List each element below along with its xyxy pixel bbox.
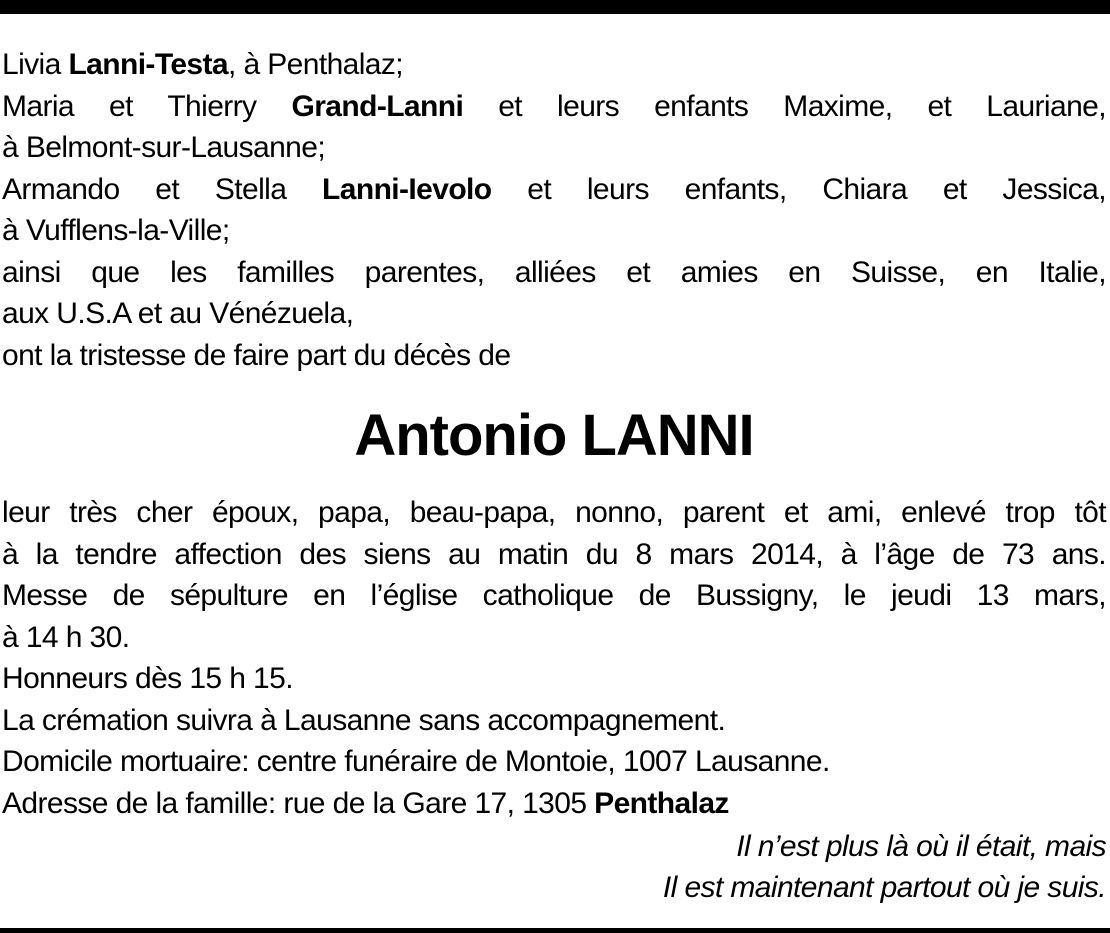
family-name: Lanni-Ievolo <box>322 172 492 206</box>
detail-line: à 14 h 30. <box>2 620 130 654</box>
funeral-details <box>2 492 1106 824</box>
bottom-border-rule <box>0 928 1110 933</box>
family-line <box>2 335 1106 377</box>
family-line-text: à Vufflens-la-Ville; <box>2 214 230 247</box>
deceased-name: Antonio LANNI <box>354 403 754 468</box>
closing-quote <box>663 826 1106 908</box>
family-line <box>2 252 1106 294</box>
family-line-text: ainsi que les familles parentes, alliées et amies en Suisse, en Italie, <box>2 255 1106 289</box>
family-line <box>2 86 1106 128</box>
family-name: Grand-Lanni <box>291 89 464 123</box>
family-line-text: Maria et Thierry <box>2 89 292 123</box>
obituary-notice <box>2 44 1106 824</box>
family-line <box>2 44 1106 86</box>
family-line-text: Livia <box>2 48 69 81</box>
top-border-rule <box>0 0 1110 14</box>
detail-line: à la tendre affection des siens au matin du 8 mars 2014, à l’âge de 73 ans. <box>2 537 1106 571</box>
family-line <box>2 169 1106 211</box>
quote-line: Il n’est plus là où il était, mais <box>736 830 1106 863</box>
detail-line: La crémation suivra à Lausanne sans accompagnement. <box>2 703 726 737</box>
detail-line: Domicile mortuaire: centre funéraire de Montoie, 1007 Lausanne. <box>2 745 830 778</box>
family-line-text: ont la tristesse de faire part du décès de <box>2 338 511 372</box>
family-line-text: aux U.S.A et au Vénézuela, <box>2 297 354 330</box>
address-text: Adresse de la famille: rue de la Gare 17, 1305 <box>2 786 595 820</box>
family-line <box>2 210 1106 252</box>
family-line-text: Armando et Stella <box>2 172 323 206</box>
family-line-text: et leurs enfants Maxime, et Lauriane, <box>463 89 1106 123</box>
family-line-text: et leurs enfants, Chiara et Jessica, <box>491 172 1106 206</box>
family-name: Lanni-Testa <box>68 48 228 81</box>
family-line-text: à Belmont-sur-Lausanne; <box>2 131 326 164</box>
detail-line: Honneurs dès 15 h 15. <box>2 662 293 695</box>
address-town: Penthalaz <box>594 786 729 820</box>
detail-line: Messe de sépulture en l’église catholique de Bussigny, le jeudi 13 mars, <box>2 579 1106 612</box>
family-line-text: , à Penthalaz; <box>227 48 404 81</box>
family-line <box>2 127 1106 169</box>
family-address <box>2 783 1106 825</box>
family-announcement <box>2 44 1106 376</box>
quote-line: Il est maintenant partout où je suis. <box>662 871 1106 904</box>
detail-line: leur très cher époux, papa, beau-papa, nonno, parent et ami, enlevé trop tôt <box>2 496 1106 529</box>
family-line <box>2 293 1106 335</box>
